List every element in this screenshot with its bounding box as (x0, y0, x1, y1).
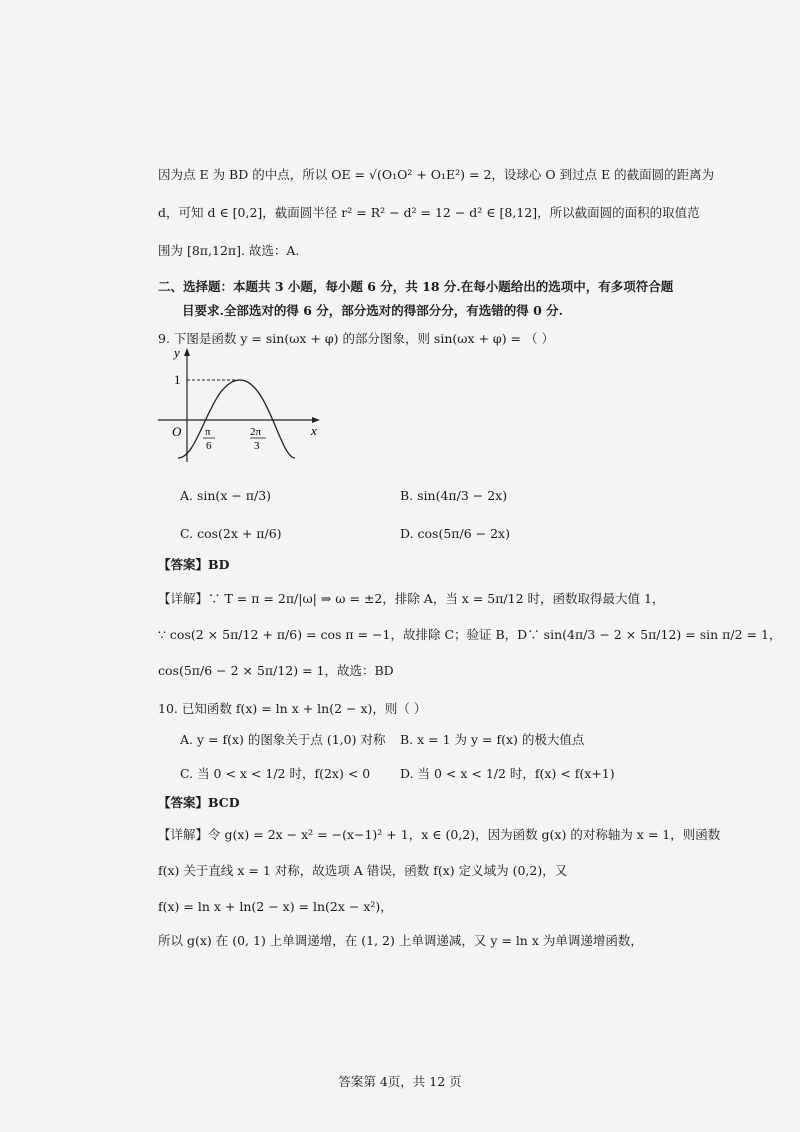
section-heading-line-1: 二、选择题：本题共 3 小题，每小题 6 分，共 18 分.在每小题给出的选项中，有多项符合题 (158, 279, 674, 294)
section-heading-line-2: 目要求.全部选对的得 6 分，部分选对的得部分分，有选错的得 0 分. (182, 303, 564, 318)
intro-line-1: 因为点 E 为 BD 的中点，所以 OE = √(O₁O² + O₁E²) = 2，设球心 O 到过点 E 的截面圆的距离为 (158, 167, 715, 182)
q10-stem: 10. 已知函数 f(x) = ln x + ln(2 − x)，则（ ） (158, 701, 427, 716)
tick-pi-6-denominator: 6 (206, 440, 212, 452)
y-axis-arrow-icon (184, 348, 190, 356)
q9-detail-line-2: ∵ cos(2 × 5π/12 + π/6) = cos π = −1，故排除 C；验证 B，D∵ sin(4π/3 − 2 × 5π/12) = sin π/2 = 1， (158, 627, 782, 642)
q9-stem: 9. 下图是函数 y = sin(ωx + φ) 的部分图象，则 sin(ωx + φ) = （ ） (158, 331, 554, 346)
q10-option-b: B. x = 1 为 y = f(x) 的极大值点 (400, 732, 585, 747)
tick-2pi-3-numerator: 2π (250, 426, 262, 438)
intro-line-2: d，可知 d ∈ [0,2]，截面圆半径 r² = R² − d² = 12 − d² ∈ [8,12]，所以截面圆的面积的取值范 (158, 205, 700, 220)
q9-answer: 【答案】BD (158, 557, 230, 572)
page-footer: 答案第 4页，共 12 页 (338, 1074, 462, 1089)
q10-option-a: A. y = f(x) 的图象关于点 (1,0) 对称 (180, 732, 386, 747)
q10-option-d: D. 当 0 < x < 1/2 时，f(x) < f(x+1) (400, 766, 615, 781)
q9-sine-graph (150, 340, 330, 465)
q9-option-c: C. cos(2x + π/6) (180, 526, 282, 541)
q10-detail-line-2: f(x) 关于直线 x = 1 对称，故选项 A 错误，函数 f(x) 定义域为 (0,2)，又 (158, 863, 568, 878)
sine-curve (178, 380, 295, 458)
q9-option-a: A. sin(x − π/3) (180, 488, 272, 503)
max-value-label: 1 (174, 372, 181, 387)
q10-detail-line-4: 所以 g(x) 在 (0, 1) 上单调递增，在 (1, 2) 上单调递减，又 y = ln x 为单调递增函数， (158, 933, 643, 948)
q10-detail-line-3: f(x) = ln x + ln(2 − x) = ln(2x − x²)， (158, 899, 393, 914)
x-axis-label: x (311, 423, 317, 438)
q9-detail-line-1: 【详解】∵ T = π = 2π/|ω| ⇒ ω = ±2，排除 A，当 x = 5π/12 时，函数取得最大值 1， (158, 591, 665, 606)
q9-detail-line-3: cos(5π/6 − 2 × 5π/12) = 1，故选：BD (158, 663, 394, 678)
q9-option-b: B. sin(4π/3 − 2x) (400, 488, 508, 503)
intro-line-3: 围为 [8π,12π]. 故选：A. (158, 243, 300, 258)
q10-answer: 【答案】BCD (158, 795, 240, 810)
tick-pi-6-numerator: π (205, 426, 211, 438)
origin-label: O (172, 424, 182, 439)
y-axis-label: y (174, 345, 180, 360)
q10-option-c: C. 当 0 < x < 1/2 时，f(2x) < 0 (180, 766, 371, 781)
q9-option-d: D. cos(5π/6 − 2x) (400, 526, 510, 541)
tick-2pi-3-denominator: 3 (254, 440, 260, 452)
q10-detail-line-1: 【详解】令 g(x) = 2x − x² = −(x−1)² + 1，x ∈ (0,2)，因为函数 g(x) 的对称轴为 x = 1，则函数 (158, 827, 721, 842)
